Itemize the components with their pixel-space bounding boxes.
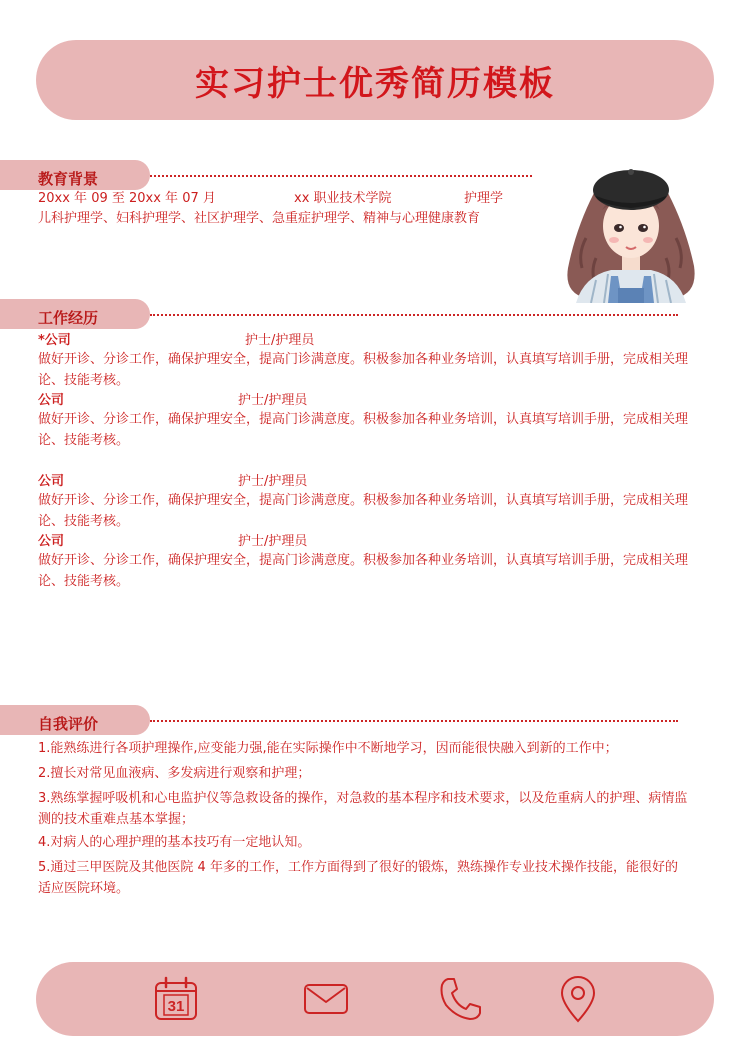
education-period: 20xx 年 09 至 20xx 年 07 月: [38, 191, 216, 206]
self-eval-item: 2.擅长对常见血液病、多发病进行观察和护理；: [38, 766, 311, 781]
work-role: 护士/护理员: [238, 534, 308, 549]
self-eval-item: 1.能熟练进行各项护理操作,应变能力强,能在实际操作中不断地学习，因而能很快融入到新的工作中；: [38, 741, 618, 756]
self-eval-item: 4.对病人的心理护理的基本技巧有一定地认知。: [38, 835, 311, 850]
education-major: 护理学: [464, 191, 504, 206]
work-role: 护士/护理员: [238, 474, 308, 489]
calendar-day-label: 31: [167, 998, 185, 1015]
education-courses: 儿科护理学、妇科护理学、社区护理学、急重症护理学、精神与心理健康教育: [38, 211, 481, 226]
section-header-work: [0, 299, 700, 329]
mail-icon: [302, 975, 350, 1023]
work-company: *公司: [38, 333, 71, 348]
section-title-work: 工作经历: [38, 309, 99, 327]
work-company: 公司: [38, 393, 65, 408]
work-role: 护士/护理员: [238, 393, 308, 408]
work-desc: 做好开诊、分诊工作，确保护理安全，提高门诊满意度。积极参加各种业务培训，认真填写培训手册，完成相关理论、技能考核。: [38, 493, 689, 529]
section-divider: [150, 720, 678, 722]
work-desc: 做好开诊、分诊工作，确保护理安全，提高门诊满意度。积极参加各种业务培训，认真填写培训手册，完成相关理论、技能考核。: [38, 412, 689, 448]
section-title-self-eval: 自我评价: [38, 715, 99, 733]
work-desc: 做好开诊、分诊工作，确保护理安全，提高门诊满意度。积极参加各种业务培训，认真填写培训手册，完成相关理论、技能考核。: [38, 553, 689, 589]
calendar-icon: [152, 975, 200, 1023]
section-divider: [150, 175, 532, 177]
work-desc: 做好开诊、分诊工作，确保护理安全，提高门诊满意度。积极参加各种业务培训，认真填写培训手册，完成相关理论、技能考核。: [38, 352, 689, 388]
work-company: 公司: [38, 474, 65, 489]
work-role: 护士/护理员: [245, 333, 315, 348]
page-title: 实习护士优秀简历模板: [195, 63, 555, 104]
self-eval-item: 5.通过三甲医院及其他医院 4 年多的工作，工作方面得到了很好的锻炼，熟练操作专业技术操作技能，能很好的适应医院环境。: [38, 860, 678, 896]
location-icon: [554, 975, 602, 1023]
phone-icon: [436, 975, 484, 1023]
section-divider: [150, 314, 678, 316]
education-school: xx 职业技术学院: [294, 191, 392, 206]
footer-banner: [36, 962, 714, 1036]
section-header-self-eval: [0, 705, 700, 735]
work-company: 公司: [38, 534, 65, 549]
section-title-education: 教育背景: [38, 170, 99, 188]
self-eval-item: 3.熟练掌握呼吸机和心电监护仪等急救设备的操作，对急救的基本程序和技术要求，以及危重病人的护理、病情监测的技术重难点基本掌握；: [38, 791, 688, 827]
avatar: [556, 148, 706, 303]
title-banner: [36, 40, 714, 120]
